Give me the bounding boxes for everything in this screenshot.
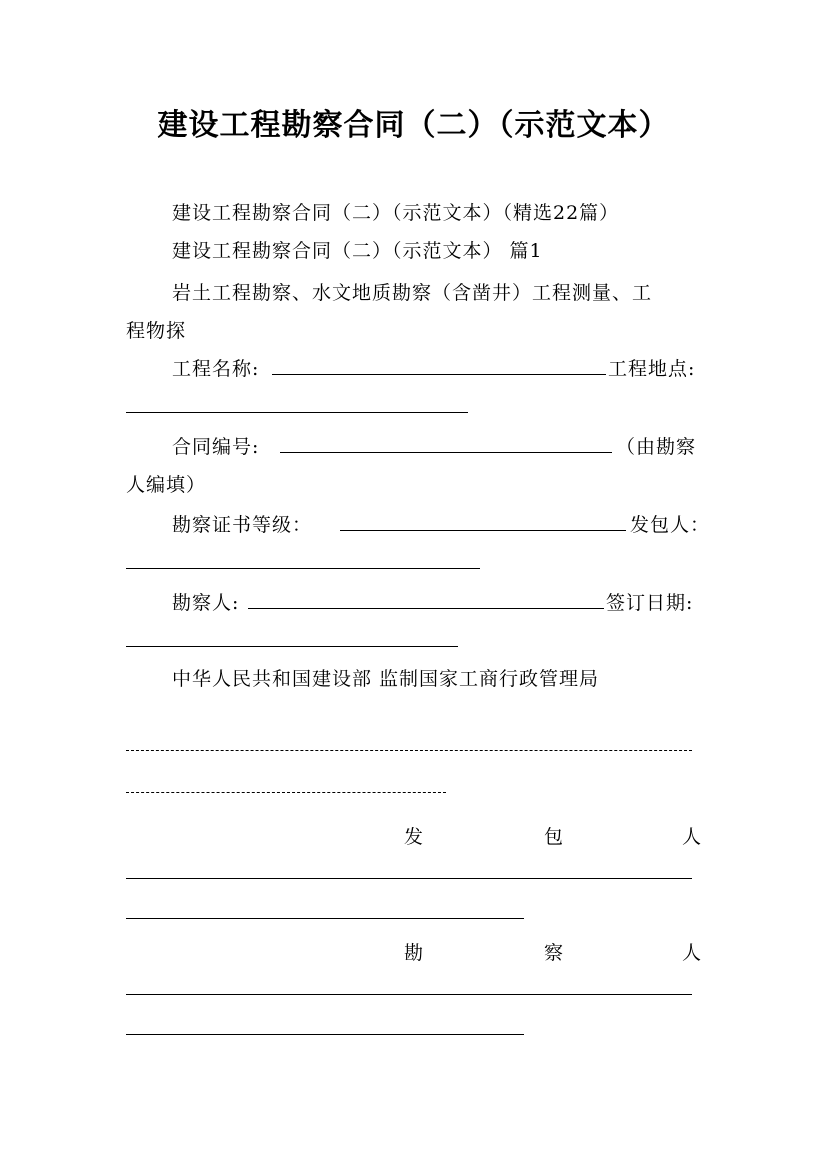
party2-field-line-1[interactable] bbox=[126, 994, 692, 995]
party1-field-line-2[interactable] bbox=[126, 918, 524, 919]
article-heading: 建设工程勘察合同（二）（示范文本） 篇1 bbox=[172, 240, 543, 262]
project-location-label: 工程地点: bbox=[608, 358, 696, 380]
party2-field-line-2[interactable] bbox=[126, 1034, 524, 1035]
project-name-field[interactable] bbox=[272, 374, 606, 375]
scope-line-2: 程物探 bbox=[126, 320, 187, 342]
employer-field[interactable] bbox=[126, 568, 480, 569]
contract-no-note: （由勘察 bbox=[616, 436, 697, 458]
separator-dashed-2 bbox=[126, 792, 446, 793]
employer-label: 发包人： bbox=[630, 514, 711, 536]
project-name-label: 工程名称: bbox=[172, 358, 260, 380]
party1-field-line-1[interactable] bbox=[126, 878, 692, 879]
party2-char-2: 察 bbox=[544, 942, 564, 964]
document-title: 建设工程勘察合同（二）（示范文本） bbox=[157, 108, 670, 143]
cert-grade-label: 勘察证书等级： bbox=[172, 514, 313, 536]
surveyor-field[interactable] bbox=[248, 608, 604, 609]
separator-dashed-1 bbox=[126, 750, 692, 751]
party1-char-1: 发 bbox=[404, 826, 424, 848]
project-location-field[interactable] bbox=[126, 412, 468, 413]
party1-char-3: 人 bbox=[682, 826, 702, 848]
contract-no-field[interactable] bbox=[280, 452, 612, 453]
party2-char-3: 人 bbox=[682, 942, 702, 964]
document-subtitle: 建设工程勘察合同（二）（示范文本）（精选22篇） bbox=[172, 202, 620, 224]
party1-char-2: 包 bbox=[544, 826, 564, 848]
sign-date-field[interactable] bbox=[126, 646, 458, 647]
contract-no-label: 合同编号: bbox=[172, 436, 260, 458]
cert-grade-field[interactable] bbox=[340, 530, 626, 531]
issuers-line: 中华人民共和国建设部 监制国家工商行政管理局 bbox=[172, 668, 600, 690]
sign-date-label: 签订日期: bbox=[606, 592, 694, 614]
party2-char-1: 勘 bbox=[404, 942, 424, 964]
contract-no-note-2: 人编填） bbox=[126, 474, 207, 496]
scope-line-1: 岩土工程勘察、水文地质勘察（含凿井）工程测量、工 bbox=[172, 282, 653, 304]
surveyor-label: 勘察人: bbox=[172, 592, 240, 614]
